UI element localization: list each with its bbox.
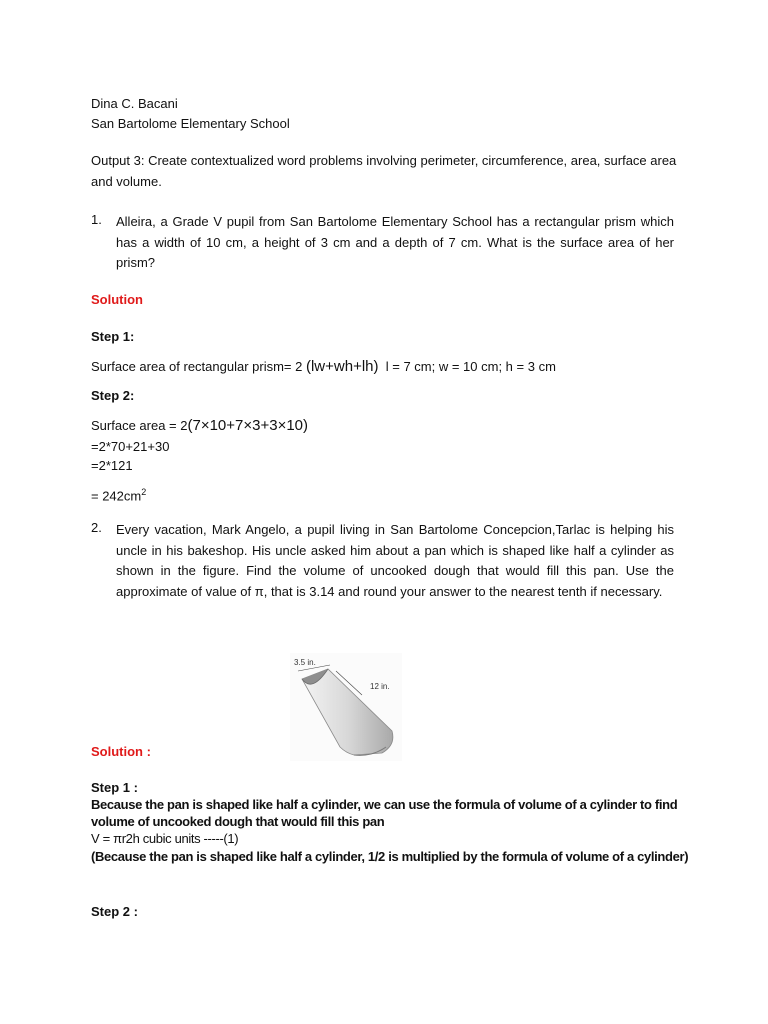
problem-1-line3: =2*121 (91, 458, 133, 473)
output-title: Output 3: Create contextualized word problems involving perimeter, circumference, area, surface area and volume. (91, 153, 677, 189)
problem-1-solution-label: Solution (91, 292, 143, 307)
answer-value: = 242cm (91, 488, 142, 504)
problem-2-solution-label: Solution : (91, 744, 151, 759)
diameter-label: 3.5 in. (294, 658, 316, 667)
problem-1-step1-label: Step 1: (91, 329, 135, 344)
problem-2-step1-text: Because the pan is shaped like half a cylinder, we can use the formula of volume of a cylinder to find volume of uncooked dough that would fill this pan (91, 797, 678, 829)
problem-2-step2-label: Step 2 : (91, 904, 138, 919)
step2-expression: (7×10+7×3+3×10) (187, 417, 309, 434)
problem-1-step2-line (91, 416, 681, 436)
problem-1-step1-line (91, 357, 681, 377)
problem-1-number: 1. (91, 212, 102, 227)
problem-2-step1-label: Step 1 : (91, 780, 138, 795)
step1-formula: (lw+wh+lh) (305, 358, 379, 375)
author-name: Dina C. Bacani (91, 96, 178, 111)
problem-2-formula: V = πr2h cubic units -----(1) (91, 831, 239, 846)
step1-values: l = 7 cm; w = 10 cm; h = 3 cm (385, 359, 556, 374)
problem-2-text: Every vacation, Mark Angelo, a pupil living in San Bartolome Concepcion,Tarlac is helping his uncle in his bakeshop. His uncle asked him about a pan which is shaped like half a cylinder as shown in the figure. Find the volume of uncooked dough that would fill this pan. Use the approximate of value of π, that is 3.14 and round your answer to the nearest tenth if necessary. (116, 522, 674, 599)
step1-prefix: Surface area of rectangular prism= 2 (91, 359, 306, 374)
problem-2-number: 2. (91, 520, 102, 535)
problem-1-text: Alleira, a Grade V pupil from San Bartolome Elementary School has a rectangular prism which has a width of 10 cm, a height of 3 cm and a depth of 7 cm. What is the surface area of her prism? (116, 214, 674, 270)
answer-superscript: 2 (141, 487, 147, 497)
step2-prefix: Surface area = 2 (91, 418, 188, 433)
problem-1-line2: =2*70+21+30 (91, 439, 170, 454)
problem-1-step2-label: Step 2: (91, 388, 135, 403)
school-name: San Bartolome Elementary School (91, 116, 290, 131)
length-label: 12 in. (370, 682, 390, 691)
problem-2-note: (Because the pan is shaped like half a cylinder, 1/2 is multiplied by the formula of volume of a cylinder) (91, 849, 689, 864)
problem-1-answer (91, 482, 681, 506)
